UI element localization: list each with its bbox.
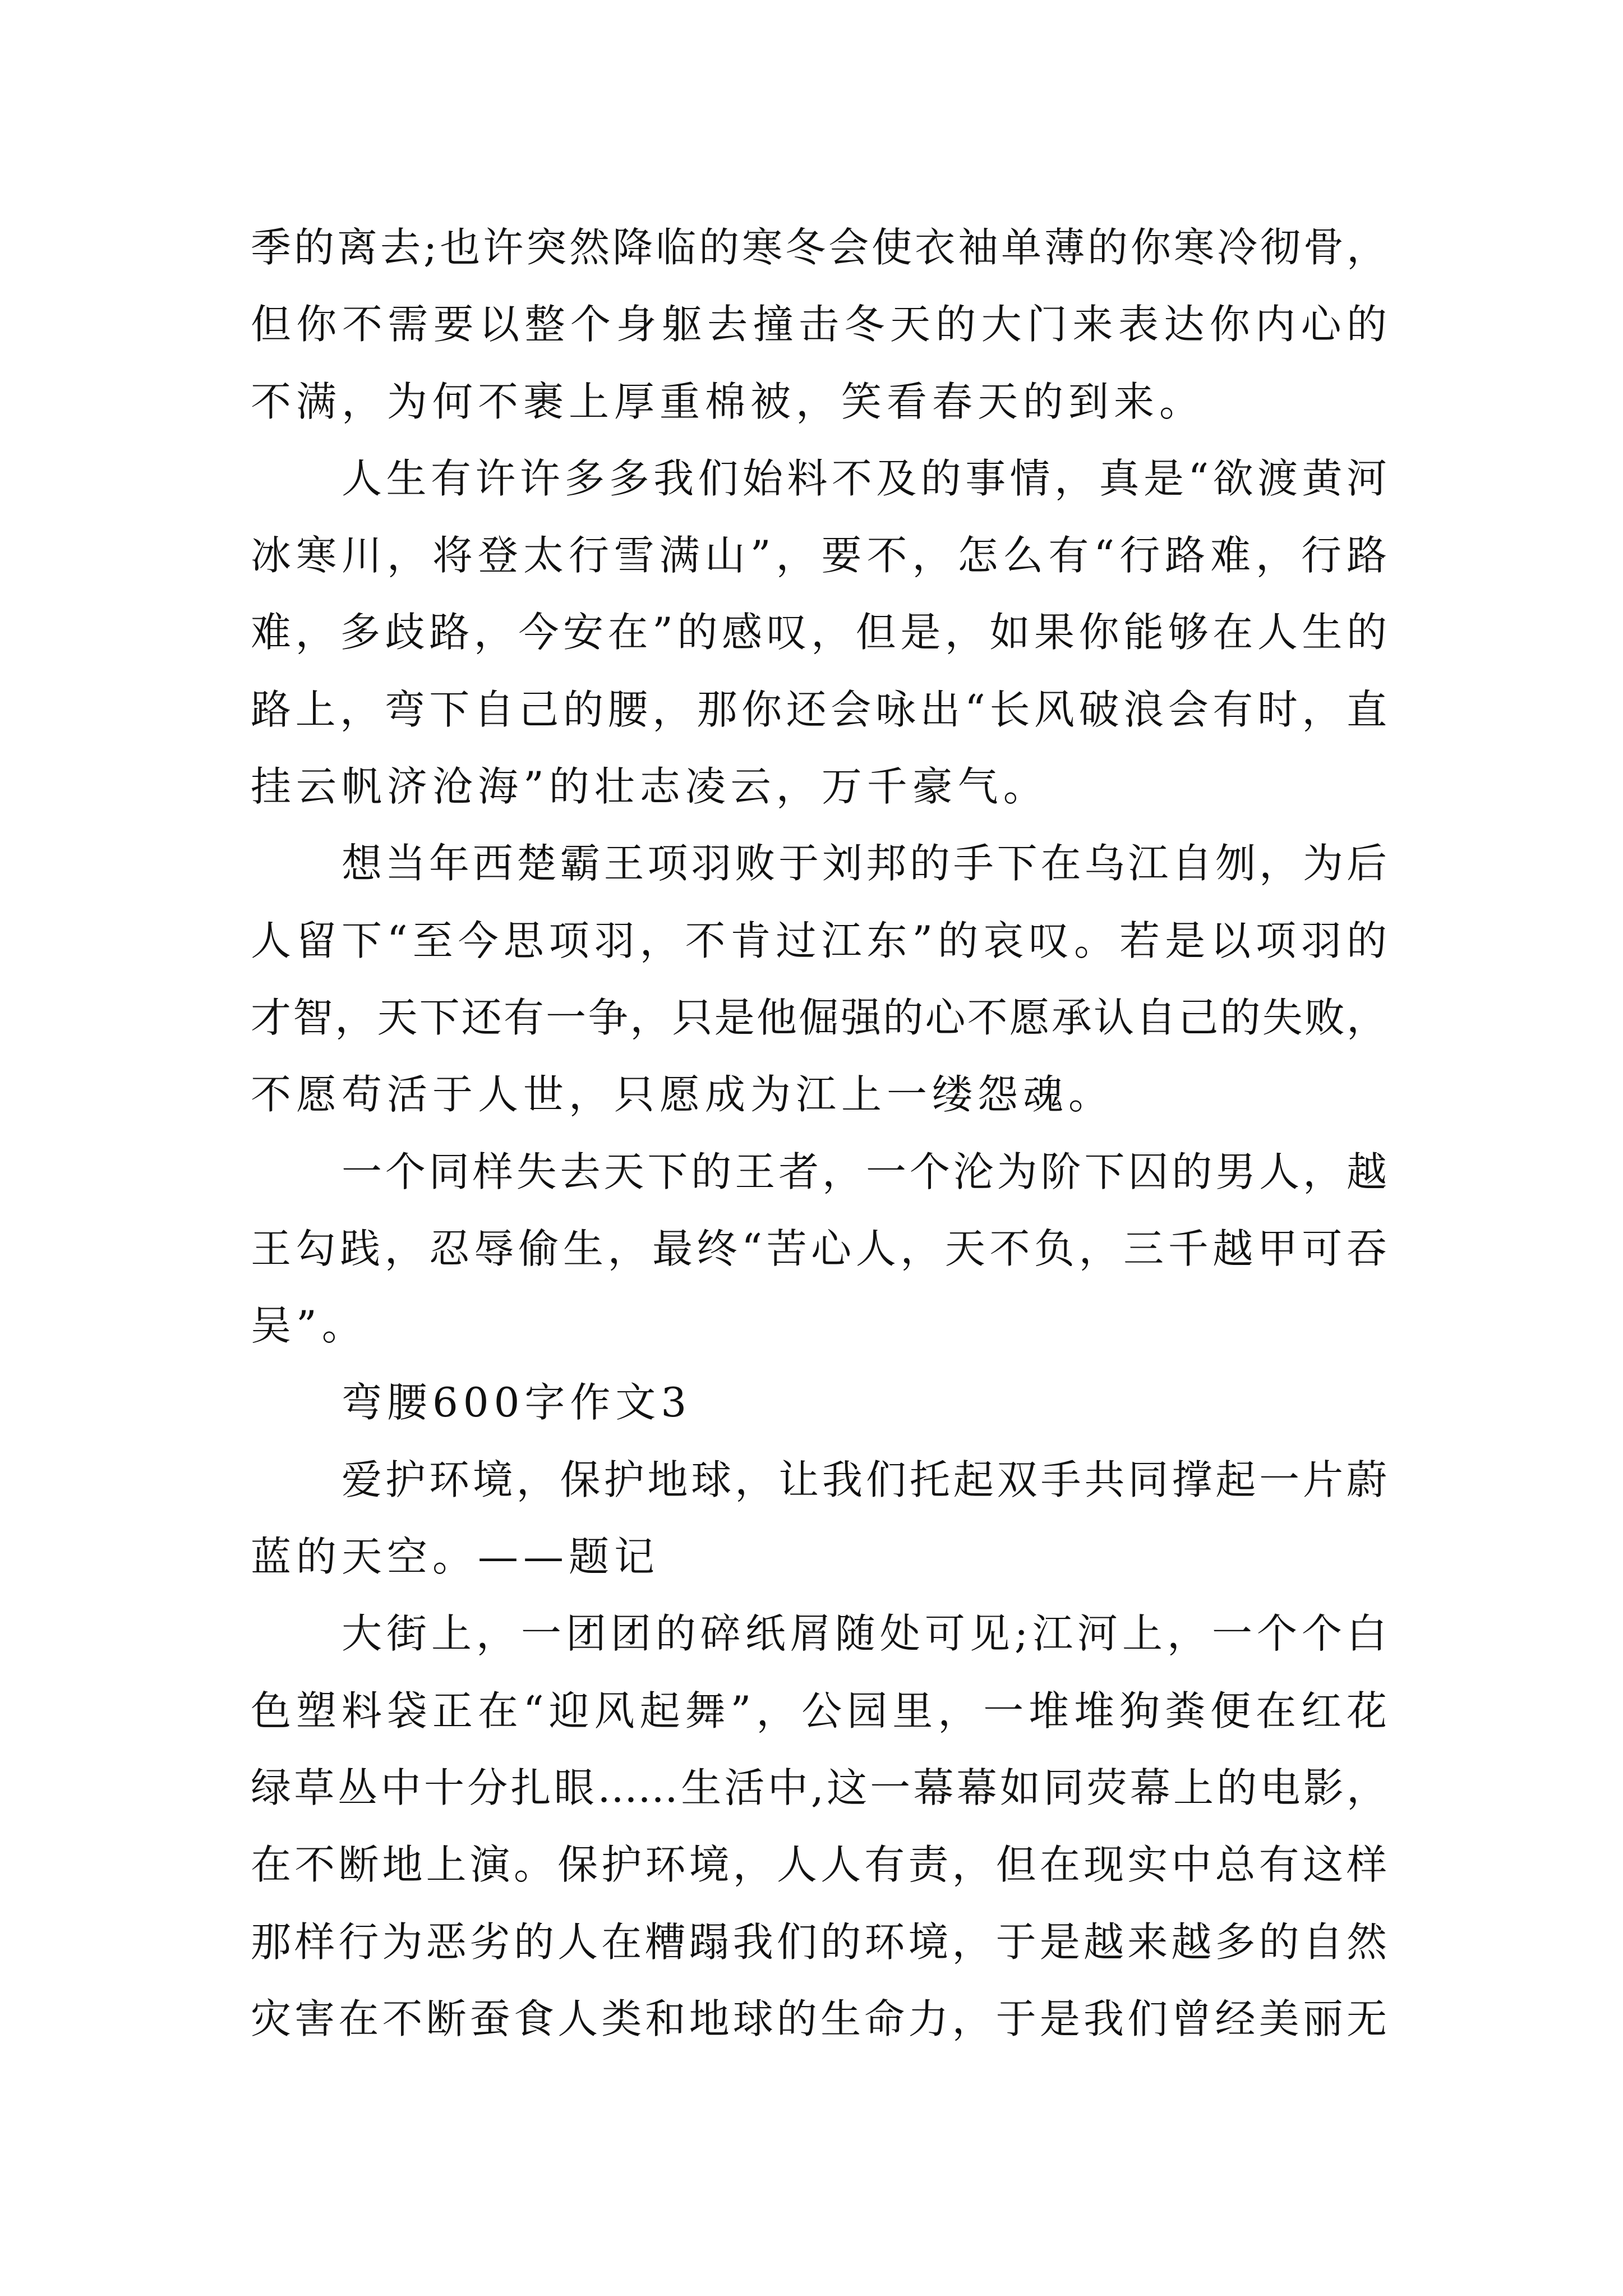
text-line: 但你不需要以整个身躯去撞击冬天的大门来表达你内心的	[251, 301, 1387, 348]
text-line: 路上，弯下自己的腰，那你还会咏出“长风破浪会有时，直	[251, 685, 1387, 733]
epigraph	[251, 1442, 1387, 1596]
text-line: 才智，天下还有一争，只是他倔强的心不愿承认自己的失败，	[251, 993, 1387, 1041]
text-line: 爱护环境，保护地球，让我们托起双手共同撑起一片蔚	[342, 1456, 1387, 1503]
paragraph	[251, 440, 1387, 825]
text-line: 蓝的天空。——题记	[251, 1533, 660, 1581]
text-line: 不愿苟活于人世，只愿成为江上一缕怨魂。	[251, 1071, 1114, 1119]
text-line: 在不断地上演。保护环境，人人有责，但在现实中总有这样	[251, 1841, 1387, 1889]
text-line: 季的离去;也许突然降临的寒冬会使衣袖单薄的你寒冷彻骨，	[251, 224, 1387, 271]
text-line: 色塑料袋正在“迎风起舞”，公园里，一堆堆狗粪便在红花	[251, 1687, 1387, 1734]
text-line: 不满，为何不裹上厚重棉被，笑看春天的到来。	[251, 378, 1205, 425]
text-line: 大街上，一团团的碎纸屑随处可见;江河上，一个个白	[342, 1610, 1387, 1658]
text-line: 那样行为恶劣的人在糟蹋我们的环境，于是越来越多的自然	[251, 1918, 1387, 1966]
text-line: 挂云帆济沧海”的壮志凌云，万千豪气。	[251, 763, 1049, 811]
essay-title: 弯腰600字作文3	[342, 1379, 692, 1427]
document-body	[251, 209, 1387, 2058]
text-line: 王勾践，忍辱偷生，最终“苦心人，天不负，三千越甲可吞	[251, 1225, 1387, 1272]
text-line: 人留下“至今思项羽，不肯过江东”的哀叹。若是以项羽的	[251, 917, 1387, 964]
text-line: 吴”。	[251, 1302, 367, 1350]
text-line: 灾害在不断蚕食人类和地球的生命力，于是我们曾经美丽无	[251, 1995, 1387, 2042]
paragraph-continued	[251, 209, 1387, 440]
paragraph	[251, 825, 1387, 1133]
text-line: 想当年西楚霸王项羽败于刘邦的手下在乌江自刎，为后	[342, 840, 1387, 887]
essay-heading	[251, 1364, 1387, 1441]
paragraph	[251, 1134, 1387, 1365]
text-line: 冰寒川，将登太行雪满山”，要不，怎么有“行路难，行路	[251, 532, 1387, 579]
text-line: 一个同样失去天下的王者，一个沦为阶下囚的男人，越	[342, 1148, 1387, 1195]
text-line: 绿草丛中十分扎眼……生活中,这一幕幕如同荧幕上的电影，	[251, 1764, 1387, 1811]
paragraph	[251, 1595, 1387, 2058]
text-line: 人生有许许多多我们始料不及的事情，真是“欲渡黄河	[342, 454, 1387, 502]
text-line: 难，多歧路，今安在”的感叹，但是，如果你能够在人生的	[251, 609, 1387, 656]
